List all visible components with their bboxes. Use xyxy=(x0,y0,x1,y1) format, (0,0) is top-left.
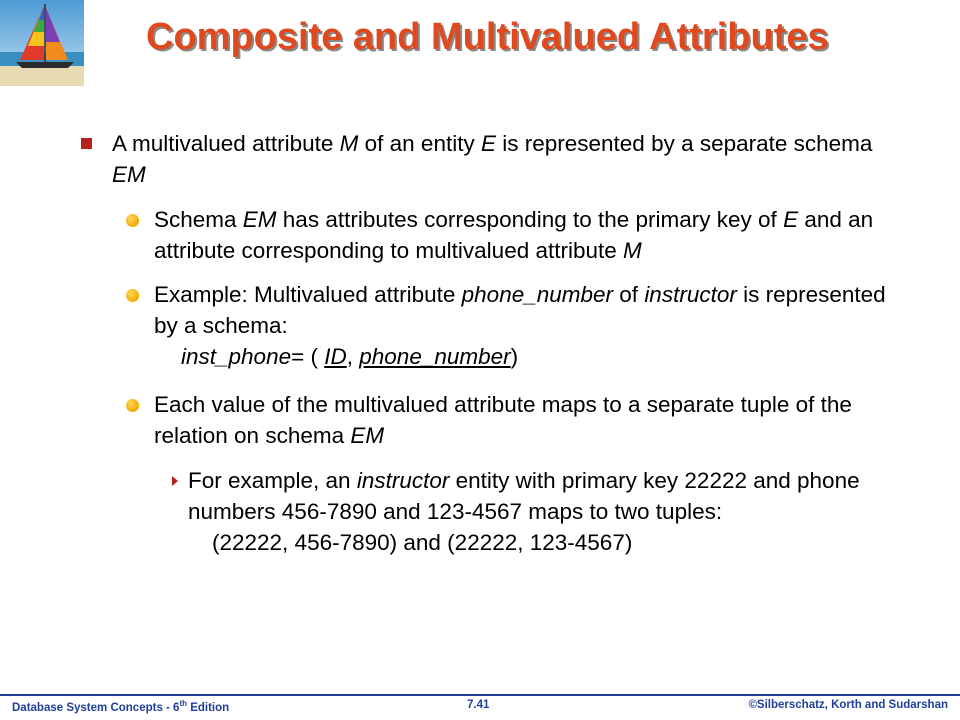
circle-bullet-icon xyxy=(126,289,139,302)
slide-title: Composite and Multivalued Attributes xyxy=(146,16,829,58)
circle-bullet-icon xyxy=(126,214,139,227)
schema-definition: inst_phone= ( ID, phone_number) xyxy=(181,344,519,369)
subbullet-schema-attributes: Schema EM has attributes corresponding to the primary key of E and an attribute corresponding to multivalued attribute M xyxy=(154,207,874,263)
footer-slide-number: 7.41 xyxy=(467,699,490,711)
subsubbullet-for-example: For example, an instructor entity with primary key 22222 and phone numbers 456-7890 and 123-4567 maps to two tuples: (22222, 456-7890) and (22222, 123-4567) xyxy=(188,465,908,558)
subbullet-example: Example: Multivalued attribute phone_number of instructor is represented by a schema: inst_phone= ( ID, phone_number) xyxy=(154,279,914,372)
subbullet-each-value: Each value of the multivalued attribute maps to a separate tuple of the relation on schema EM xyxy=(154,392,852,448)
square-bullet-icon xyxy=(81,138,92,149)
footer-book-edition: Database System Concepts - 6th Edition xyxy=(12,699,230,714)
sailboat-logo-image xyxy=(0,0,84,86)
footer-copyright: ©Silberschatz, Korth and Sudarshan xyxy=(748,699,948,711)
circle-bullet-icon xyxy=(126,399,139,412)
footer-divider xyxy=(0,694,960,696)
bullet-multivalued-schema: A multivalued attribute M of an entity E is represented by a separate schema EM xyxy=(112,131,873,187)
example-tuples: (22222, 456-7890) and (22222, 123-4567) xyxy=(212,530,633,555)
triangle-bullet-icon xyxy=(172,476,178,486)
